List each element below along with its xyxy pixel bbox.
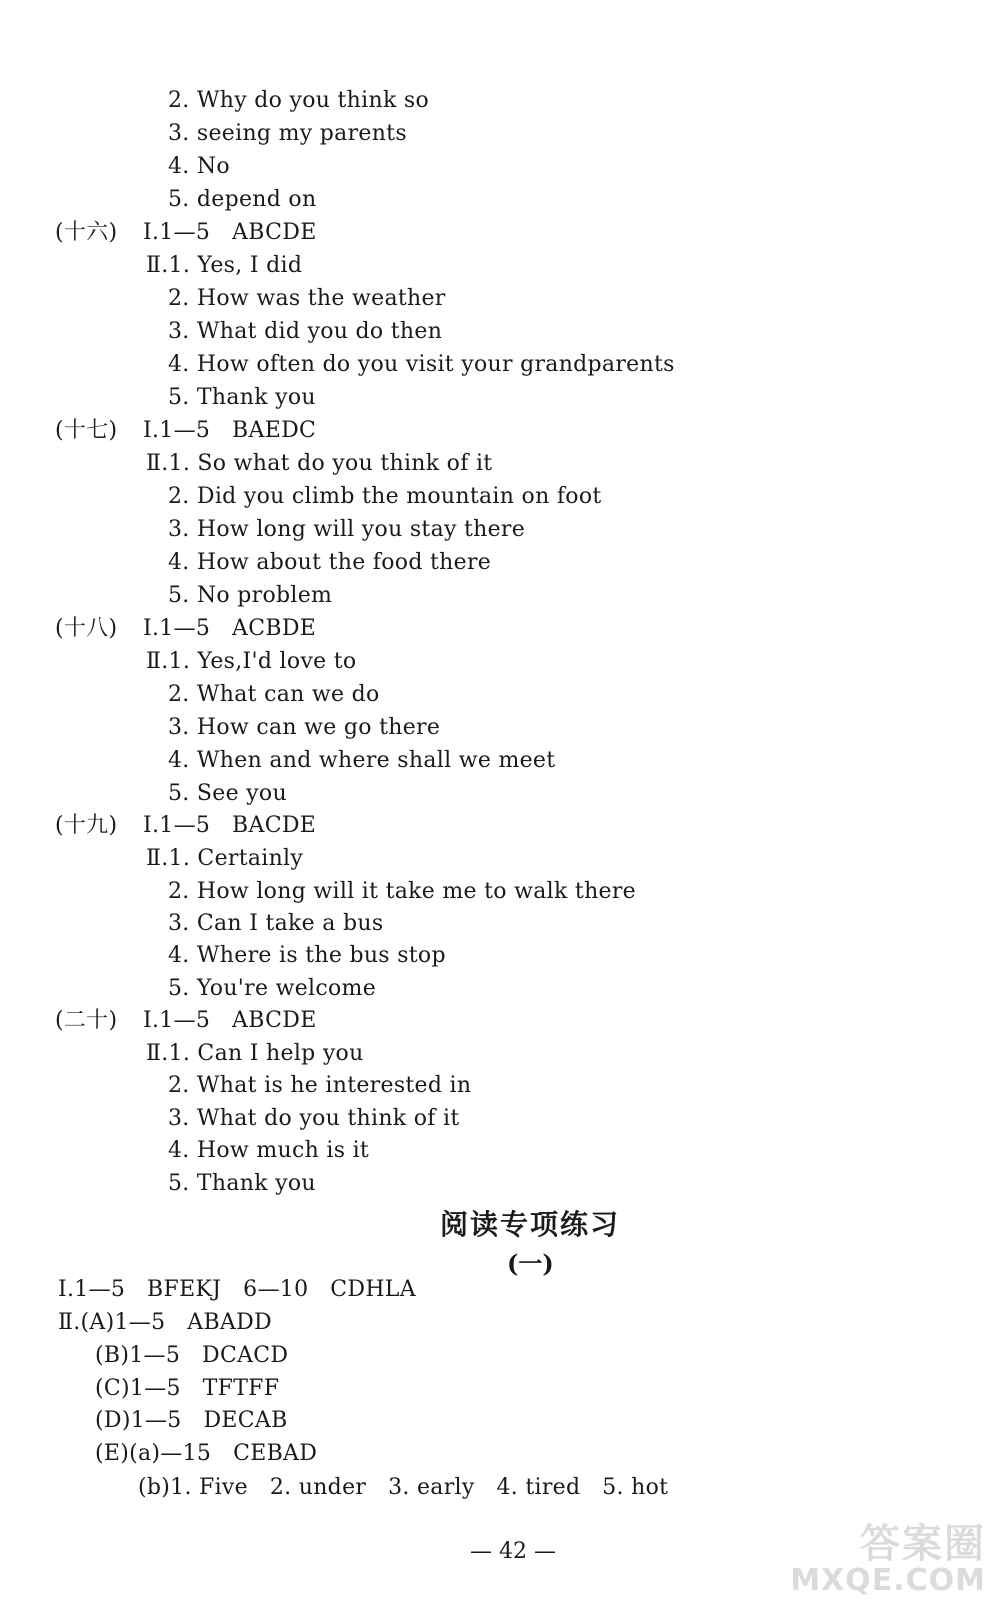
- part1-answers: Ⅰ.1—5 ACBDE: [143, 616, 317, 641]
- part2-marker: Ⅱ.: [146, 253, 169, 278]
- section-16-part1: [55, 219, 317, 247]
- part1-answers: Ⅰ.1—5 BACDE: [143, 813, 317, 838]
- list-item: 2. How was the weather: [168, 286, 446, 311]
- list-item: 2. Why do you think so: [168, 88, 430, 113]
- section-heading: 阅读专项练习: [440, 1208, 621, 1241]
- list-item: 5. Thank you: [168, 385, 316, 410]
- part1-answers: Ⅰ.1—5 ABCDE: [143, 1008, 317, 1033]
- reading-answer-line: Ⅰ.1—5 BFEKJ 6—10 CDHLA: [58, 1277, 416, 1302]
- list-item: 3. What did you do then: [168, 319, 443, 344]
- reading-answer-line: (D)1—5 DECAB: [95, 1408, 288, 1433]
- part2-marker: Ⅱ.: [146, 1041, 169, 1066]
- reading-answer-line: (C)1—5 TFTFF: [95, 1376, 280, 1401]
- section-label: (十六): [55, 220, 118, 245]
- section-19-part2-item-1: [146, 845, 303, 873]
- section-subheading: (一): [507, 1249, 554, 1278]
- list-item: 3. How long will you stay there: [168, 517, 526, 542]
- section-label: (十七): [55, 418, 118, 443]
- list-item: 2. What can we do: [168, 682, 380, 707]
- watermark-logo: [790, 1512, 986, 1598]
- list-item: 5. No problem: [168, 583, 333, 608]
- reading-answer-line: Ⅱ.(A)1—5 ABADD: [58, 1310, 272, 1335]
- list-item: 5. Thank you: [168, 1171, 316, 1196]
- part1-answers: Ⅰ.1—5 BAEDC: [143, 418, 317, 443]
- reading-answer-line: (E)(a)—15 CEBAD: [95, 1441, 318, 1466]
- list-item: 4. When and where shall we meet: [168, 748, 556, 773]
- list-item: 1. Yes, I did: [168, 253, 303, 278]
- list-item: 4. How much is it: [168, 1138, 370, 1163]
- list-item: 4. Where is the bus stop: [168, 943, 446, 968]
- list-item: 3. seeing my parents: [168, 121, 407, 146]
- section-17-part1: [55, 417, 316, 445]
- list-item: 3. What do you think of it: [168, 1106, 460, 1131]
- section-label: (十九): [55, 813, 118, 838]
- section-19-part1: [55, 812, 316, 840]
- list-item: 2. What is he interested in: [168, 1073, 472, 1098]
- section-label: (十八): [55, 616, 118, 641]
- reading-answer-line: (b)1. Five 2. under 3. early 4. tired 5. hot: [138, 1475, 669, 1500]
- list-item: 3. Can I take a bus: [168, 911, 384, 936]
- watermark-text-en: MXQE.COM: [790, 1563, 986, 1598]
- watermark-text-cn: 答案圈: [860, 1521, 986, 1567]
- list-item: 2. How long will it take me to walk there: [168, 879, 636, 904]
- list-item: 1. Can I help you: [168, 1041, 364, 1066]
- part1-answers: Ⅰ.1—5 ABCDE: [143, 220, 317, 245]
- part2-marker: Ⅱ.: [146, 649, 169, 674]
- list-item: 5. depend on: [168, 187, 317, 212]
- section-16-part2-item-1: [146, 252, 302, 280]
- section-18-part1: [55, 615, 316, 643]
- section-20-part2-item-1: [146, 1040, 364, 1068]
- list-item: 3. How can we go there: [168, 715, 441, 740]
- list-item: 5. You're welcome: [168, 976, 377, 1001]
- list-item: 1. Yes,I'd love to: [168, 649, 357, 674]
- section-20-part1: [55, 1007, 317, 1035]
- part2-marker: Ⅱ.: [146, 846, 169, 871]
- part2-marker: Ⅱ.: [146, 451, 169, 476]
- section-label: (二十): [55, 1008, 118, 1033]
- list-item: 5. See you: [168, 781, 287, 806]
- section-17-part2-item-1: [146, 450, 492, 478]
- list-item: 4. How about the food there: [168, 550, 492, 575]
- list-item: 4. No: [168, 154, 230, 179]
- list-item: 2. Did you climb the mountain on foot: [168, 484, 602, 509]
- list-item: 1. So what do you think of it: [168, 451, 493, 476]
- list-item: 1. Certainly: [168, 846, 304, 871]
- reading-answer-line: (B)1—5 DCACD: [95, 1343, 289, 1368]
- list-item: 4. How often do you visit your grandparents: [168, 352, 675, 377]
- section-18-part2-item-1: [146, 648, 356, 676]
- page-number: — 42 —: [470, 1539, 556, 1564]
